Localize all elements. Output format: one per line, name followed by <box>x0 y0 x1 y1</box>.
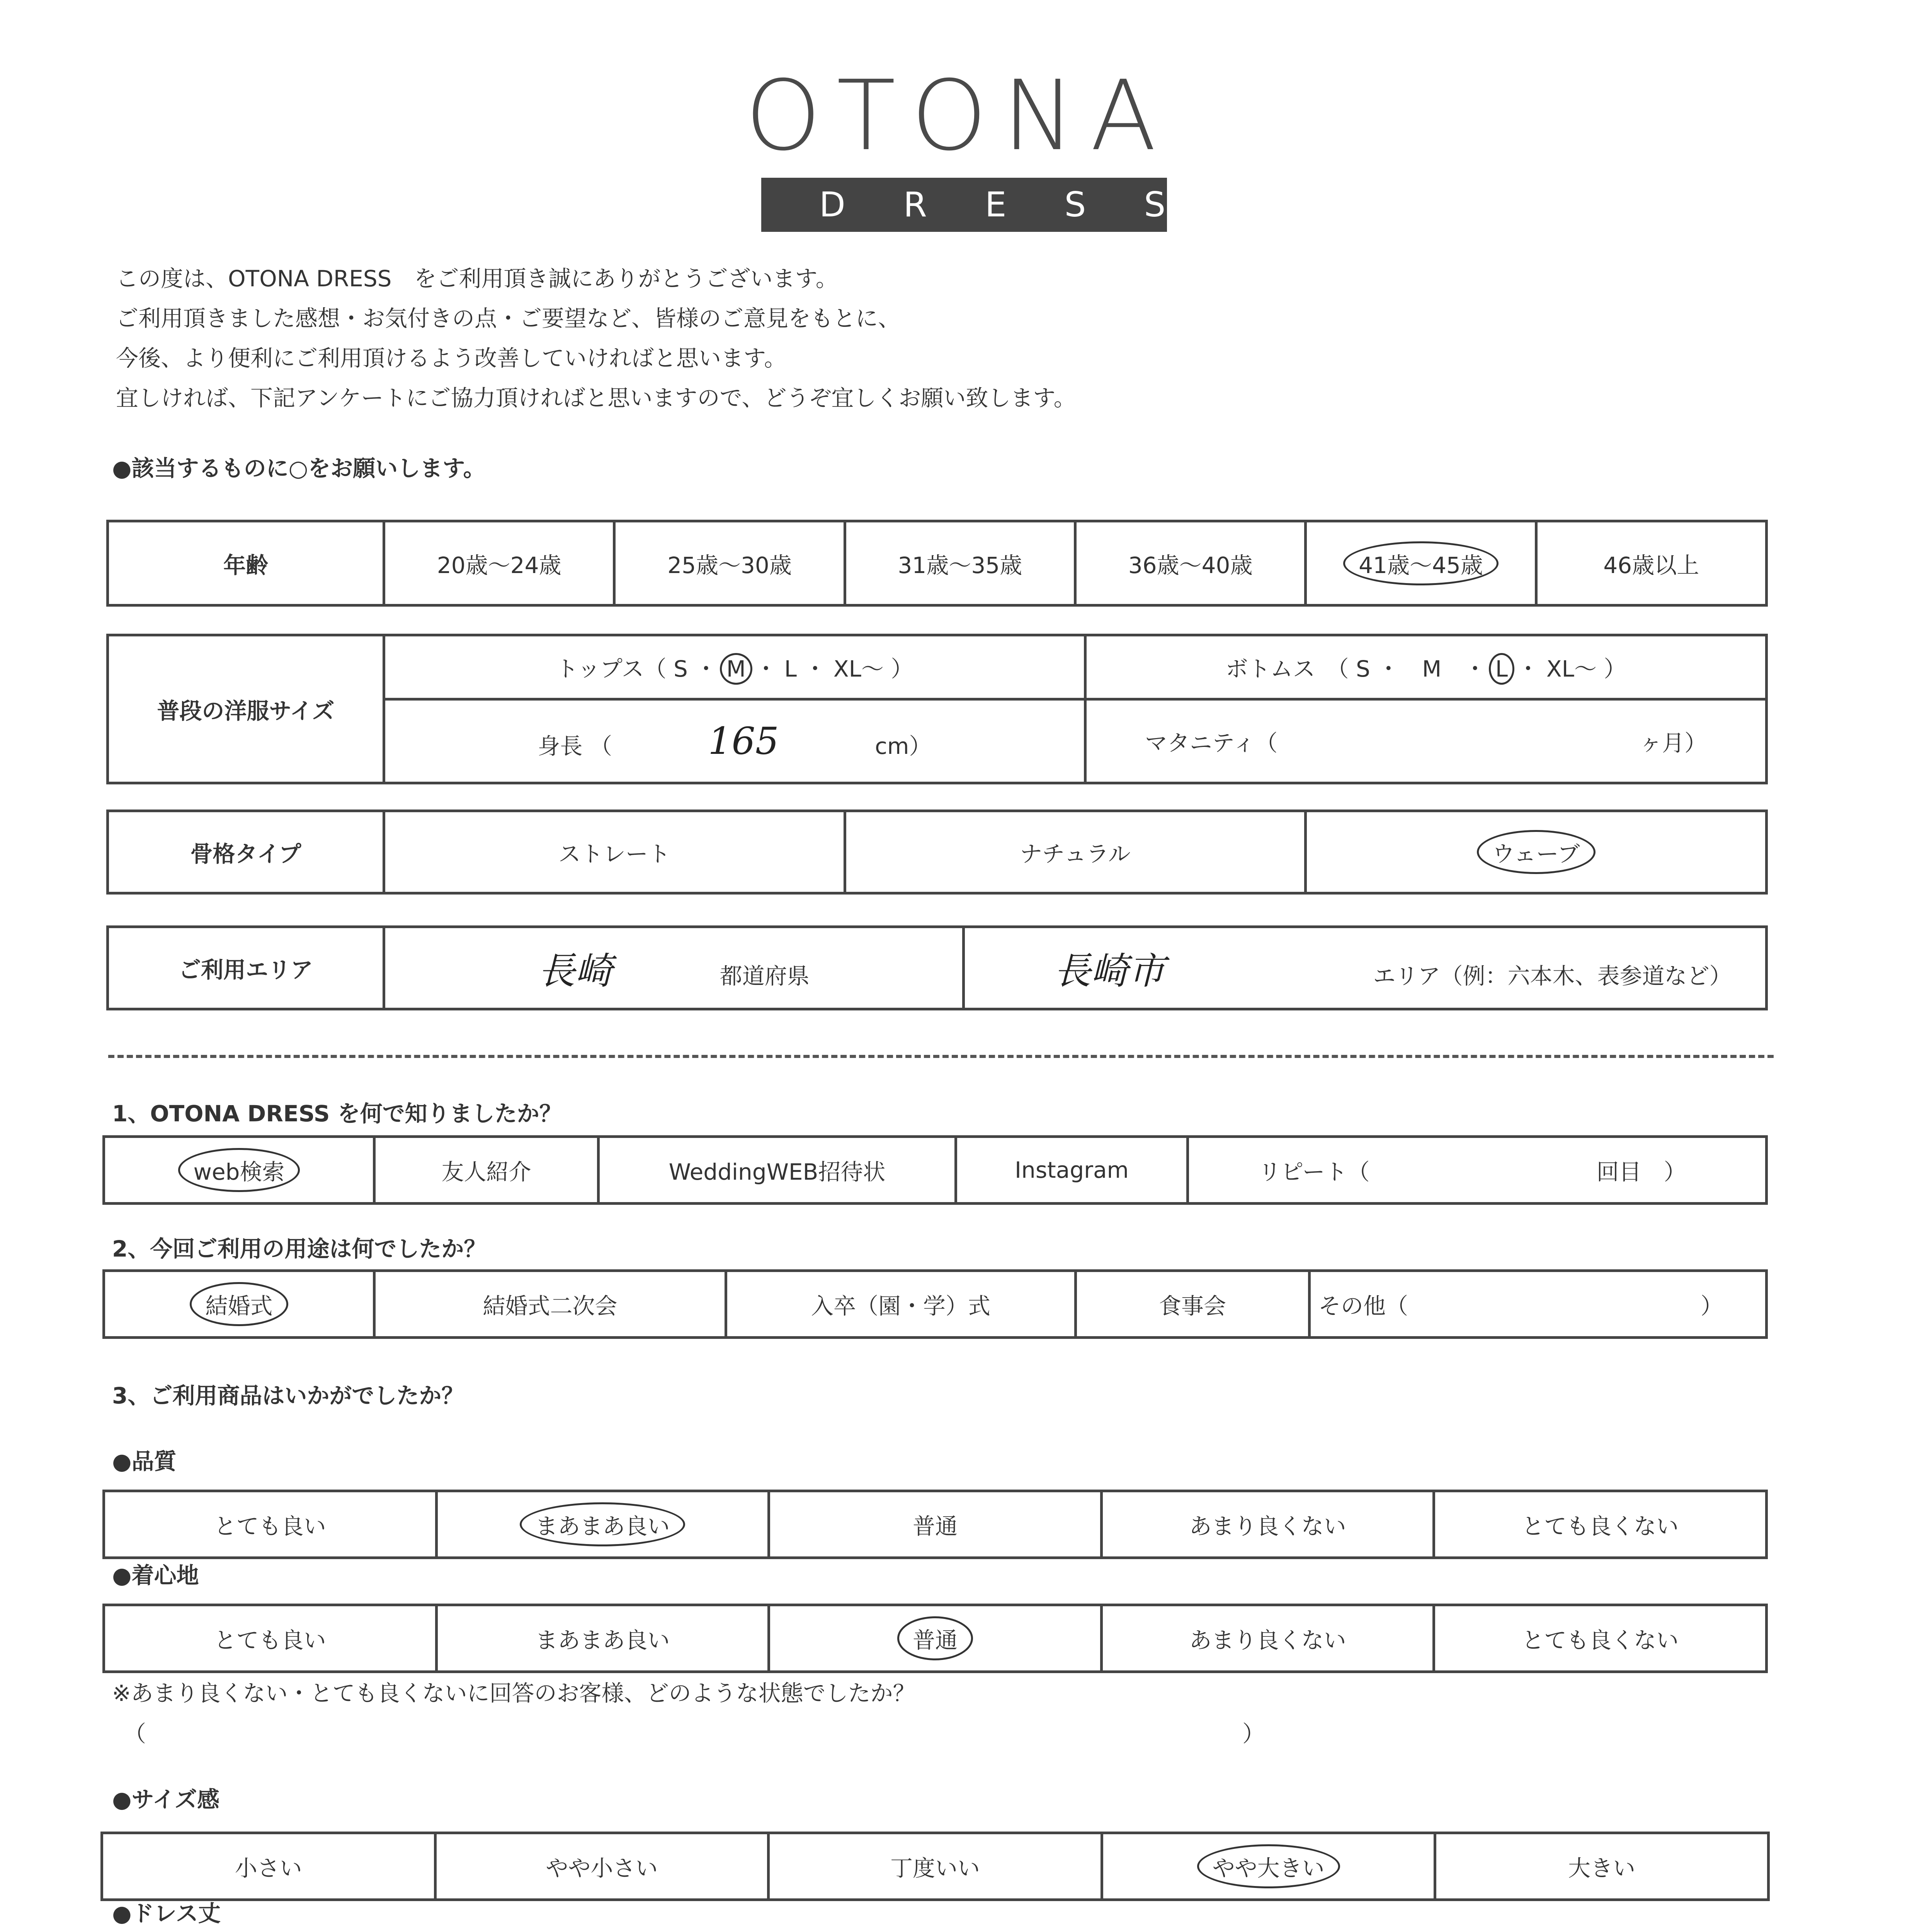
tops-size[interactable]: トップス（ S ・ M ・ L ・ XL〜 ） <box>384 635 1085 699</box>
length-label: ●ドレス丈 <box>112 1900 221 1927</box>
comfort-option[interactable]: まあまあ良い <box>436 1605 769 1672</box>
city-value: 長崎市 <box>1054 949 1165 993</box>
q3-title: 3、ご利用商品はいかがでしたか？ <box>112 1383 464 1409</box>
comfort-note: ※あまり良くない・とても良くないに回答のお客様、どのような状態でしたか？ <box>112 1680 915 1706</box>
bottoms-selected: L <box>1489 653 1514 685</box>
intro-line: この度は、OTONA DRESS をご利用頂き誠にありがとうございます。 <box>116 265 838 292</box>
comfort-answer-close: ） <box>1242 1721 1265 1747</box>
city-field[interactable]: 長崎市 エリア（例：六本木、表参道など） <box>964 927 1767 1009</box>
q1-option[interactable]: Instagram <box>956 1137 1188 1204</box>
quality-table <box>102 1490 1768 1559</box>
maternity-field[interactable]: マタニティ（ ヶ月） <box>1085 699 1767 783</box>
quality-option[interactable]: 普通 <box>769 1491 1102 1558</box>
q1-option-selected[interactable]: web検索 <box>104 1137 374 1204</box>
comfort-table <box>102 1604 1768 1673</box>
fit-option-selected[interactable]: やや大きい <box>1102 1833 1435 1900</box>
fit-option[interactable]: 大きい <box>1435 1833 1769 1900</box>
age-label: 年齢 <box>108 521 384 605</box>
body-type-option[interactable]: ナチュラル <box>845 811 1306 893</box>
intro-text <box>116 259 1076 418</box>
body-type-label: 骨格タイプ <box>108 811 384 893</box>
quality-option[interactable]: とても良くない <box>1434 1491 1767 1558</box>
body-type-option[interactable]: ストレート <box>384 811 845 893</box>
comfort-option[interactable]: とても良くない <box>1434 1605 1767 1672</box>
bottoms-size[interactable]: ボトムス （ S ・ M ・ L ・ XL〜 ） <box>1085 635 1767 699</box>
logo-title: OTONA <box>745 60 1172 172</box>
section-header: ●該当するものに○をお願いします。 <box>112 455 486 481</box>
fit-option[interactable]: 丁度いい <box>769 1833 1102 1900</box>
intro-line: 今後、より便利にご利用頂けるよう改善していければと思います。 <box>116 345 787 371</box>
comfort-option-selected[interactable]: 普通 <box>769 1605 1102 1672</box>
height-value: 165 <box>708 719 779 763</box>
intro-line: ご利用頂きました感想・お気付きの点・ご要望など、皆様のご意見をもとに、 <box>116 305 901 332</box>
age-option[interactable]: 31歳〜35歳 <box>845 521 1075 605</box>
fit-option[interactable]: やや小さい <box>435 1833 769 1900</box>
quality-option-selected[interactable]: まあまあ良い <box>436 1491 769 1558</box>
area-label: ご利用エリア <box>108 927 384 1009</box>
age-option-selected[interactable]: 41歳〜45歳 <box>1306 521 1536 605</box>
q1-repeat[interactable]: リピート（ 回目 ） <box>1188 1137 1767 1204</box>
q2-option[interactable]: 結婚式二次会 <box>374 1271 726 1338</box>
q2-option-selected[interactable]: 結婚式 <box>104 1271 374 1338</box>
age-option[interactable]: 46歳以上 <box>1536 521 1766 605</box>
tops-selected: M <box>720 653 752 685</box>
body-type-option-selected[interactable]: ウェーブ <box>1306 811 1767 893</box>
age-option[interactable]: 20歳〜24歳 <box>384 521 614 605</box>
prefecture-field[interactable]: 長崎 都道府県 <box>384 927 964 1009</box>
comfort-option[interactable]: とても良い <box>104 1605 437 1672</box>
q2-title: 2、今回ご利用の用途は何でしたか？ <box>112 1236 486 1262</box>
age-option[interactable]: 25歳〜30歳 <box>614 521 845 605</box>
size-label: 普段の洋服サイズ <box>108 635 384 783</box>
quality-option[interactable]: あまり良くない <box>1101 1491 1434 1558</box>
fit-option[interactable]: 小さい <box>102 1833 435 1900</box>
q2-other[interactable]: その他（ ） <box>1310 1271 1767 1338</box>
q2-table <box>102 1269 1768 1339</box>
divider <box>108 1055 1774 1058</box>
fit-table <box>100 1832 1770 1901</box>
area-table <box>106 925 1768 1010</box>
q1-table <box>102 1135 1768 1205</box>
q2-option[interactable]: 入卒（園・学）式 <box>726 1271 1076 1338</box>
fit-label: ●サイズ感 <box>112 1786 219 1813</box>
height-field[interactable]: 身長 （ 165 cm） <box>384 699 1085 783</box>
body-type-table <box>106 810 1768 895</box>
prefecture-value: 長崎 <box>538 949 612 993</box>
quality-option[interactable]: とても良い <box>104 1491 437 1558</box>
logo-subtitle: DRESS <box>761 178 1167 232</box>
intro-line: 宜しければ、下記アンケートにご協力頂ければと思いますので、どうぞ宜しくお願い致します。 <box>116 385 1076 411</box>
age-table <box>106 520 1768 607</box>
q1-option[interactable]: 友人紹介 <box>374 1137 599 1204</box>
q1-option[interactable]: WeddingWEB招待状 <box>599 1137 956 1204</box>
comfort-answer-open: （ <box>124 1721 146 1747</box>
size-table <box>106 634 1768 784</box>
comfort-label: ●着心地 <box>112 1562 199 1588</box>
quality-label: ●品質 <box>112 1448 177 1475</box>
age-option[interactable]: 36歳〜40歳 <box>1075 521 1305 605</box>
q2-option[interactable]: 食事会 <box>1076 1271 1310 1338</box>
comfort-option[interactable]: あまり良くない <box>1101 1605 1434 1672</box>
q1-title: 1、OTONA DRESS を何で知りましたか？ <box>112 1100 562 1127</box>
